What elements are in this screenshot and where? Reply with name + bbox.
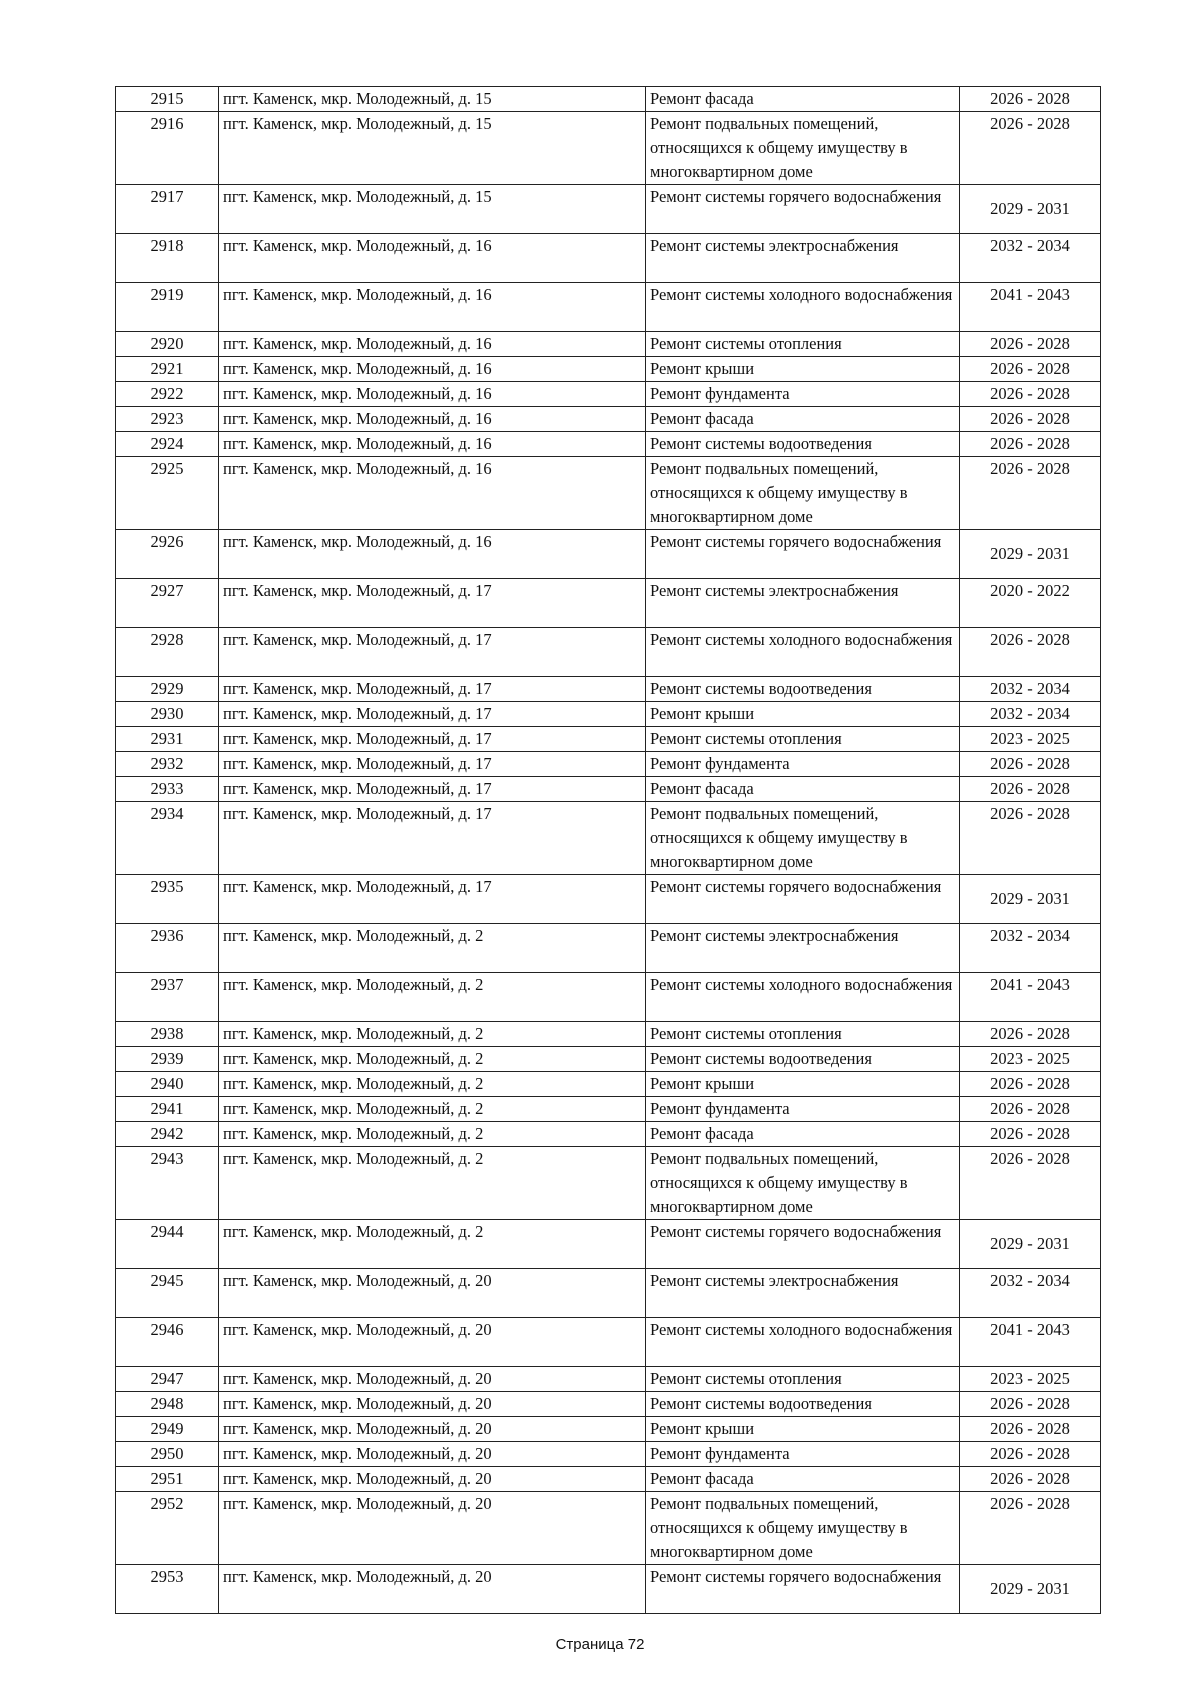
row-address: пгт. Каменск, мкр. Молодежный, д. 2 (219, 924, 646, 973)
row-work-type: Ремонт системы горячего водоснабжения (646, 1565, 960, 1614)
row-work-type: Ремонт системы отопления (646, 1367, 960, 1392)
row-number: 2932 (116, 752, 219, 777)
row-period: 2032 - 2034 (960, 924, 1101, 973)
row-number: 2953 (116, 1565, 219, 1614)
row-address: пгт. Каменск, мкр. Молодежный, д. 2 (219, 1022, 646, 1047)
row-address: пгт. Каменск, мкр. Молодежный, д. 15 (219, 87, 646, 112)
row-address: пгт. Каменск, мкр. Молодежный, д. 17 (219, 628, 646, 677)
row-work-type: Ремонт фундамента (646, 382, 960, 407)
table-row (116, 1318, 1101, 1367)
row-address: пгт. Каменск, мкр. Молодежный, д. 17 (219, 702, 646, 727)
row-work-type: Ремонт фундамента (646, 1442, 960, 1467)
table-row (116, 432, 1101, 457)
row-work-type: Ремонт крыши (646, 357, 960, 382)
row-number: 2947 (116, 1367, 219, 1392)
row-work-type: Ремонт крыши (646, 1072, 960, 1097)
row-number: 2944 (116, 1220, 219, 1269)
row-address: пгт. Каменск, мкр. Молодежный, д. 16 (219, 407, 646, 432)
row-number: 2916 (116, 112, 219, 185)
row-period: 2023 - 2025 (960, 1367, 1101, 1392)
row-number: 2926 (116, 530, 219, 579)
table-row (116, 1047, 1101, 1072)
row-period: 2026 - 2028 (960, 332, 1101, 357)
row-number: 2917 (116, 185, 219, 234)
table-row (116, 1097, 1101, 1122)
row-work-type: Ремонт системы горячего водоснабжения (646, 875, 960, 924)
row-period: 2026 - 2028 (960, 802, 1101, 875)
row-number: 2923 (116, 407, 219, 432)
row-period: 2026 - 2028 (960, 1097, 1101, 1122)
row-work-type: Ремонт системы водоотведения (646, 677, 960, 702)
table-row (116, 457, 1101, 530)
row-period: 2041 - 2043 (960, 283, 1101, 332)
row-period: 2026 - 2028 (960, 112, 1101, 185)
row-address: пгт. Каменск, мкр. Молодежный, д. 20 (219, 1565, 646, 1614)
table-row (116, 973, 1101, 1022)
row-period: 2026 - 2028 (960, 777, 1101, 802)
row-address: пгт. Каменск, мкр. Молодежный, д. 16 (219, 530, 646, 579)
row-number: 2919 (116, 283, 219, 332)
table-row (116, 185, 1101, 234)
row-number: 2948 (116, 1392, 219, 1417)
row-address: пгт. Каменск, мкр. Молодежный, д. 16 (219, 283, 646, 332)
row-number: 2937 (116, 973, 219, 1022)
row-period: 2032 - 2034 (960, 702, 1101, 727)
row-period: 2020 - 2022 (960, 579, 1101, 628)
row-work-type: Ремонт фундамента (646, 752, 960, 777)
row-number: 2920 (116, 332, 219, 357)
table-body (116, 87, 1101, 1614)
row-number: 2950 (116, 1442, 219, 1467)
table-row (116, 1467, 1101, 1492)
row-address: пгт. Каменск, мкр. Молодежный, д. 2 (219, 1072, 646, 1097)
row-address: пгт. Каменск, мкр. Молодежный, д. 17 (219, 752, 646, 777)
row-address: пгт. Каменск, мкр. Молодежный, д. 16 (219, 382, 646, 407)
table-row (116, 1220, 1101, 1269)
table-row (116, 1269, 1101, 1318)
row-work-type: Ремонт системы водоотведения (646, 432, 960, 457)
table-row (116, 407, 1101, 432)
row-address: пгт. Каменск, мкр. Молодежный, д. 20 (219, 1318, 646, 1367)
table-row (116, 87, 1101, 112)
row-number: 2938 (116, 1022, 219, 1047)
row-address: пгт. Каменск, мкр. Молодежный, д. 20 (219, 1269, 646, 1318)
row-period: 2023 - 2025 (960, 727, 1101, 752)
row-address: пгт. Каменск, мкр. Молодежный, д. 16 (219, 457, 646, 530)
row-period: 2026 - 2028 (960, 1072, 1101, 1097)
row-address: пгт. Каменск, мкр. Молодежный, д. 20 (219, 1467, 646, 1492)
row-period: 2029 - 2031 (960, 530, 1101, 579)
row-address: пгт. Каменск, мкр. Молодежный, д. 15 (219, 112, 646, 185)
row-work-type: Ремонт фасада (646, 777, 960, 802)
row-period: 2041 - 2043 (960, 1318, 1101, 1367)
table-row (116, 283, 1101, 332)
row-number: 2915 (116, 87, 219, 112)
row-number: 2928 (116, 628, 219, 677)
row-work-type: Ремонт подвальных помещений, относящихся к общему имуществу в многоквартирном доме (646, 1492, 960, 1565)
row-address: пгт. Каменск, мкр. Молодежный, д. 15 (219, 185, 646, 234)
row-number: 2939 (116, 1047, 219, 1072)
row-work-type: Ремонт подвальных помещений, относящихся к общему имуществу в многоквартирном доме (646, 802, 960, 875)
row-number: 2934 (116, 802, 219, 875)
row-address: пгт. Каменск, мкр. Молодежный, д. 20 (219, 1392, 646, 1417)
row-number: 2922 (116, 382, 219, 407)
row-period: 2041 - 2043 (960, 973, 1101, 1022)
row-number: 2949 (116, 1417, 219, 1442)
table-row (116, 1392, 1101, 1417)
row-number: 2940 (116, 1072, 219, 1097)
row-period: 2026 - 2028 (960, 1492, 1101, 1565)
row-number: 2943 (116, 1147, 219, 1220)
row-work-type: Ремонт системы отопления (646, 1022, 960, 1047)
row-work-type: Ремонт системы электроснабжения (646, 924, 960, 973)
row-period: 2029 - 2031 (960, 875, 1101, 924)
row-number: 2918 (116, 234, 219, 283)
row-period: 2026 - 2028 (960, 1392, 1101, 1417)
row-period: 2026 - 2028 (960, 1442, 1101, 1467)
row-work-type: Ремонт системы отопления (646, 727, 960, 752)
row-number: 2927 (116, 579, 219, 628)
table-row (116, 1565, 1101, 1614)
table-row (116, 1417, 1101, 1442)
table-row (116, 752, 1101, 777)
table-row (116, 1022, 1101, 1047)
row-address: пгт. Каменск, мкр. Молодежный, д. 17 (219, 777, 646, 802)
table-row (116, 234, 1101, 283)
table-row (116, 357, 1101, 382)
row-period: 2029 - 2031 (960, 185, 1101, 234)
row-period: 2032 - 2034 (960, 234, 1101, 283)
row-work-type: Ремонт фундамента (646, 1097, 960, 1122)
row-work-type: Ремонт фасада (646, 1467, 960, 1492)
row-period: 2026 - 2028 (960, 1467, 1101, 1492)
row-period: 2026 - 2028 (960, 1122, 1101, 1147)
row-period: 2026 - 2028 (960, 457, 1101, 530)
row-address: пгт. Каменск, мкр. Молодежный, д. 17 (219, 875, 646, 924)
row-number: 2933 (116, 777, 219, 802)
row-address: пгт. Каменск, мкр. Молодежный, д. 2 (219, 1122, 646, 1147)
repair-schedule-table (115, 86, 1101, 1614)
row-work-type: Ремонт системы холодного водоснабжения (646, 283, 960, 332)
table-row (116, 112, 1101, 185)
table-row (116, 382, 1101, 407)
row-address: пгт. Каменск, мкр. Молодежный, д. 2 (219, 1047, 646, 1072)
row-work-type: Ремонт системы холодного водоснабжения (646, 628, 960, 677)
row-number: 2936 (116, 924, 219, 973)
table-row (116, 702, 1101, 727)
row-address: пгт. Каменск, мкр. Молодежный, д. 20 (219, 1442, 646, 1467)
row-address: пгт. Каменск, мкр. Молодежный, д. 2 (219, 1097, 646, 1122)
row-address: пгт. Каменск, мкр. Молодежный, д. 20 (219, 1367, 646, 1392)
row-work-type: Ремонт подвальных помещений, относящихся к общему имуществу в многоквартирном доме (646, 112, 960, 185)
row-number: 2921 (116, 357, 219, 382)
row-address: пгт. Каменск, мкр. Молодежный, д. 2 (219, 1220, 646, 1269)
row-work-type: Ремонт фасада (646, 1122, 960, 1147)
row-number: 2946 (116, 1318, 219, 1367)
row-work-type: Ремонт системы горячего водоснабжения (646, 530, 960, 579)
page-number: Страница 72 (555, 1636, 645, 1653)
row-period: 2026 - 2028 (960, 1022, 1101, 1047)
row-address: пгт. Каменск, мкр. Молодежный, д. 16 (219, 332, 646, 357)
row-work-type: Ремонт фасада (646, 407, 960, 432)
row-period: 2023 - 2025 (960, 1047, 1101, 1072)
row-work-type: Ремонт системы электроснабжения (646, 1269, 960, 1318)
table-row (116, 332, 1101, 357)
table-row (116, 1442, 1101, 1467)
row-number: 2935 (116, 875, 219, 924)
row-number: 2942 (116, 1122, 219, 1147)
row-period: 2026 - 2028 (960, 432, 1101, 457)
table-row (116, 1367, 1101, 1392)
row-period: 2026 - 2028 (960, 357, 1101, 382)
row-work-type: Ремонт системы горячего водоснабжения (646, 185, 960, 234)
row-period: 2032 - 2034 (960, 1269, 1101, 1318)
table-row (116, 777, 1101, 802)
row-number: 2930 (116, 702, 219, 727)
row-number: 2952 (116, 1492, 219, 1565)
table-row (116, 802, 1101, 875)
table-row (116, 1492, 1101, 1565)
table-row (116, 677, 1101, 702)
row-period: 2026 - 2028 (960, 87, 1101, 112)
row-work-type: Ремонт системы отопления (646, 332, 960, 357)
row-period: 2026 - 2028 (960, 1147, 1101, 1220)
row-work-type: Ремонт подвальных помещений, относящихся к общему имуществу в многоквартирном доме (646, 1147, 960, 1220)
table-row (116, 727, 1101, 752)
row-number: 2924 (116, 432, 219, 457)
row-work-type: Ремонт фасада (646, 87, 960, 112)
table-row (116, 1147, 1101, 1220)
row-number: 2951 (116, 1467, 219, 1492)
row-address: пгт. Каменск, мкр. Молодежный, д. 17 (219, 579, 646, 628)
row-work-type: Ремонт системы горячего водоснабжения (646, 1220, 960, 1269)
row-work-type: Ремонт системы водоотведения (646, 1047, 960, 1072)
row-work-type: Ремонт системы холодного водоснабжения (646, 973, 960, 1022)
row-work-type: Ремонт системы электроснабжения (646, 234, 960, 283)
row-period: 2026 - 2028 (960, 628, 1101, 677)
table-row (116, 1072, 1101, 1097)
table-row (116, 530, 1101, 579)
row-period: 2029 - 2031 (960, 1565, 1101, 1614)
row-address: пгт. Каменск, мкр. Молодежный, д. 16 (219, 432, 646, 457)
row-number: 2945 (116, 1269, 219, 1318)
table-row (116, 924, 1101, 973)
row-address: пгт. Каменск, мкр. Молодежный, д. 2 (219, 1147, 646, 1220)
row-number: 2925 (116, 457, 219, 530)
row-address: пгт. Каменск, мкр. Молодежный, д. 20 (219, 1492, 646, 1565)
row-period: 2026 - 2028 (960, 752, 1101, 777)
row-address: пгт. Каменск, мкр. Молодежный, д. 17 (219, 727, 646, 752)
row-number: 2941 (116, 1097, 219, 1122)
row-address: пгт. Каменск, мкр. Молодежный, д. 2 (219, 973, 646, 1022)
table-row (116, 1122, 1101, 1147)
row-address: пгт. Каменск, мкр. Молодежный, д. 16 (219, 357, 646, 382)
row-number: 2931 (116, 727, 219, 752)
row-work-type: Ремонт крыши (646, 702, 960, 727)
row-work-type: Ремонт крыши (646, 1417, 960, 1442)
row-period: 2026 - 2028 (960, 1417, 1101, 1442)
row-period: 2026 - 2028 (960, 407, 1101, 432)
row-period: 2032 - 2034 (960, 677, 1101, 702)
row-address: пгт. Каменск, мкр. Молодежный, д. 20 (219, 1417, 646, 1442)
row-address: пгт. Каменск, мкр. Молодежный, д. 17 (219, 802, 646, 875)
row-period: 2029 - 2031 (960, 1220, 1101, 1269)
row-address: пгт. Каменск, мкр. Молодежный, д. 16 (219, 234, 646, 283)
row-work-type: Ремонт системы водоотведения (646, 1392, 960, 1417)
table-row (116, 628, 1101, 677)
row-work-type: Ремонт системы холодного водоснабжения (646, 1318, 960, 1367)
table-row (116, 579, 1101, 628)
row-work-type: Ремонт системы электроснабжения (646, 579, 960, 628)
row-work-type: Ремонт подвальных помещений, относящихся к общему имуществу в многоквартирном доме (646, 457, 960, 530)
table-row (116, 875, 1101, 924)
row-period: 2026 - 2028 (960, 382, 1101, 407)
row-number: 2929 (116, 677, 219, 702)
row-address: пгт. Каменск, мкр. Молодежный, д. 17 (219, 677, 646, 702)
